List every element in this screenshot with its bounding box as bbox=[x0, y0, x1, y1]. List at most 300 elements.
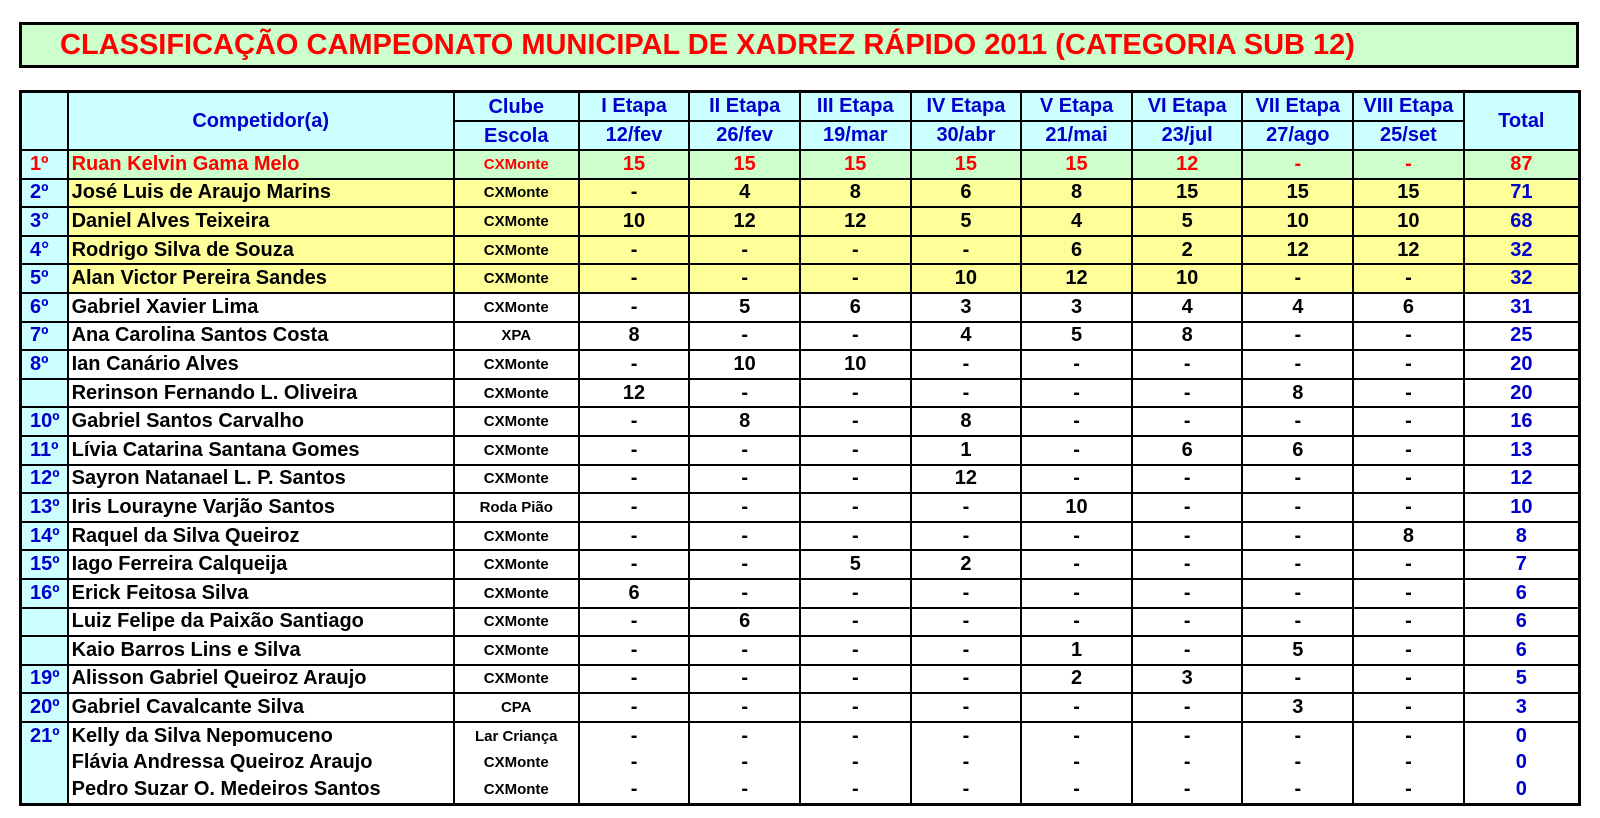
club-cell: CXMonte bbox=[454, 236, 579, 265]
ranking-table bbox=[19, 90, 1581, 806]
total-score: 6 bbox=[1464, 608, 1580, 637]
stage-score: 4 bbox=[1132, 293, 1243, 322]
stage-score: - bbox=[800, 636, 911, 665]
stage-score: - bbox=[1132, 350, 1243, 379]
stage-score: - bbox=[1353, 550, 1464, 579]
total-score: 5 bbox=[1464, 665, 1580, 694]
table-row bbox=[21, 179, 1580, 208]
stage-header: III Etapa bbox=[800, 92, 911, 122]
table-header bbox=[21, 92, 1580, 151]
position-cell bbox=[21, 379, 68, 408]
stage-score: - bbox=[1021, 550, 1132, 579]
stage-score: 10 bbox=[1242, 207, 1353, 236]
position-header bbox=[21, 92, 68, 151]
table-row bbox=[21, 749, 1580, 776]
stage-score: - bbox=[911, 776, 1022, 804]
stage-score: - bbox=[1353, 465, 1464, 494]
stage-score: 6 bbox=[689, 608, 800, 637]
stage-score: - bbox=[800, 722, 911, 750]
stage-score: - bbox=[911, 579, 1022, 608]
stage-score: 15 bbox=[579, 150, 690, 179]
club-cell: CXMonte bbox=[454, 636, 579, 665]
stage-score: - bbox=[1132, 722, 1243, 750]
stage-date: 25/set bbox=[1353, 121, 1464, 150]
club-cell: CXMonte bbox=[454, 522, 579, 551]
club-cell: CXMonte bbox=[454, 293, 579, 322]
stage-score: 8 bbox=[1242, 379, 1353, 408]
stage-score: - bbox=[1353, 722, 1464, 750]
stage-score: - bbox=[1353, 379, 1464, 408]
club-cell: CXMonte bbox=[454, 350, 579, 379]
stage-score: 1 bbox=[911, 436, 1022, 465]
stage-score: 10 bbox=[911, 264, 1022, 293]
stage-score: - bbox=[579, 776, 690, 804]
stage-score: - bbox=[1242, 465, 1353, 494]
stage-score: - bbox=[1353, 636, 1464, 665]
position-cell: 1º bbox=[21, 150, 68, 179]
stage-score: - bbox=[1021, 693, 1132, 722]
stage-score: - bbox=[579, 236, 690, 265]
total-score: 8 bbox=[1464, 522, 1580, 551]
stage-score: - bbox=[1021, 608, 1132, 637]
stage-score: - bbox=[800, 693, 911, 722]
stage-score: - bbox=[1021, 522, 1132, 551]
table-row bbox=[21, 636, 1580, 665]
stage-score: - bbox=[689, 436, 800, 465]
competitor-name: José Luis de Araujo Marins bbox=[68, 179, 454, 208]
stage-score: 12 bbox=[689, 207, 800, 236]
stage-score: 8 bbox=[800, 179, 911, 208]
stage-score: 4 bbox=[1242, 293, 1353, 322]
stage-score: - bbox=[800, 264, 911, 293]
competitor-name: Rerinson Fernando L. Oliveira bbox=[68, 379, 454, 408]
stage-score: 15 bbox=[1132, 179, 1243, 208]
stage-score: - bbox=[689, 776, 800, 804]
stage-score: 8 bbox=[1353, 522, 1464, 551]
stage-score: 10 bbox=[689, 350, 800, 379]
stage-score: - bbox=[1353, 693, 1464, 722]
stage-score: 5 bbox=[911, 207, 1022, 236]
stage-score: - bbox=[1021, 579, 1132, 608]
competitor-name: Rodrigo Silva de Souza bbox=[68, 236, 454, 265]
position-cell: 11º bbox=[21, 436, 68, 465]
competitor-name: Sayron Natanael L. P. Santos bbox=[68, 465, 454, 494]
stage-score: - bbox=[1353, 264, 1464, 293]
stage-score: - bbox=[579, 493, 690, 522]
stage-score: - bbox=[911, 608, 1022, 637]
stage-score: - bbox=[800, 493, 911, 522]
club-cell: CXMonte bbox=[454, 207, 579, 236]
total-header: Total bbox=[1464, 92, 1580, 151]
stage-score: 15 bbox=[1021, 150, 1132, 179]
stage-score: - bbox=[1353, 776, 1464, 804]
stage-score: - bbox=[689, 236, 800, 265]
stage-score: - bbox=[911, 693, 1022, 722]
position-cell: 12º bbox=[21, 465, 68, 494]
stage-score: - bbox=[800, 749, 911, 776]
stage-score: - bbox=[1132, 579, 1243, 608]
stage-score: - bbox=[579, 749, 690, 776]
competitor-name: Raquel da Silva Queiroz bbox=[68, 522, 454, 551]
stage-score: 12 bbox=[1353, 236, 1464, 265]
stage-date: 21/mai bbox=[1021, 121, 1132, 150]
stage-score: 6 bbox=[1132, 436, 1243, 465]
stage-date: 30/abr bbox=[911, 121, 1022, 150]
stage-score: - bbox=[579, 179, 690, 208]
stage-score: 15 bbox=[1353, 179, 1464, 208]
table-row bbox=[21, 693, 1580, 722]
stage-score: - bbox=[1353, 150, 1464, 179]
stage-score: 3 bbox=[1132, 665, 1243, 694]
competitor-name: Gabriel Xavier Lima bbox=[68, 293, 454, 322]
position-cell: 19º bbox=[21, 665, 68, 694]
stage-score: - bbox=[1132, 776, 1243, 804]
stage-score: 8 bbox=[579, 322, 690, 351]
total-score: 12 bbox=[1464, 465, 1580, 494]
stage-score: - bbox=[579, 722, 690, 750]
stage-score: - bbox=[1021, 407, 1132, 436]
stage-score: 3 bbox=[1021, 293, 1132, 322]
stage-score: - bbox=[1242, 407, 1353, 436]
total-score: 6 bbox=[1464, 579, 1580, 608]
stage-score: 15 bbox=[800, 150, 911, 179]
position-cell: 8º bbox=[21, 350, 68, 379]
stage-score: - bbox=[1242, 776, 1353, 804]
table-row bbox=[21, 722, 1580, 750]
total-score: 32 bbox=[1464, 264, 1580, 293]
table-row bbox=[21, 150, 1580, 179]
stage-score: - bbox=[1021, 465, 1132, 494]
total-score: 13 bbox=[1464, 436, 1580, 465]
competitor-name: Ian Canário Alves bbox=[68, 350, 454, 379]
position-cell: 4° bbox=[21, 236, 68, 265]
stage-header: VIII Etapa bbox=[1353, 92, 1464, 122]
total-score: 71 bbox=[1464, 179, 1580, 208]
total-score: 25 bbox=[1464, 322, 1580, 351]
table-row bbox=[21, 350, 1580, 379]
stage-score: - bbox=[800, 379, 911, 408]
stage-score: - bbox=[911, 236, 1022, 265]
stage-score: - bbox=[689, 579, 800, 608]
total-score: 68 bbox=[1464, 207, 1580, 236]
stage-score: - bbox=[911, 636, 1022, 665]
page-title: CLASSIFICAÇÃO CAMPEONATO MUNICIPAL DE XADREZ RÁPIDO 2011 (CATEGORIA SUB 12) bbox=[19, 22, 1579, 68]
stage-score: - bbox=[911, 522, 1022, 551]
club-cell: Roda Pião bbox=[454, 493, 579, 522]
stage-date: 23/jul bbox=[1132, 121, 1243, 150]
stage-score: 12 bbox=[1242, 236, 1353, 265]
stage-score: - bbox=[1021, 749, 1132, 776]
table-row bbox=[21, 293, 1580, 322]
club-cell: CXMonte bbox=[454, 465, 579, 494]
stage-score: 5 bbox=[1021, 322, 1132, 351]
stage-score: - bbox=[1353, 665, 1464, 694]
competitor-name: Daniel Alves Teixeira bbox=[68, 207, 454, 236]
position-cell bbox=[21, 608, 68, 637]
stage-score: - bbox=[689, 550, 800, 579]
stage-score: - bbox=[579, 264, 690, 293]
total-score: 6 bbox=[1464, 636, 1580, 665]
stage-date: 19/mar bbox=[800, 121, 911, 150]
table-body bbox=[21, 150, 1580, 804]
stage-score: 1 bbox=[1021, 636, 1132, 665]
stage-score: - bbox=[800, 465, 911, 494]
club-cell: CPA bbox=[454, 693, 579, 722]
position-cell: 7º bbox=[21, 322, 68, 351]
total-score: 87 bbox=[1464, 150, 1580, 179]
stage-score: - bbox=[579, 407, 690, 436]
stage-score: - bbox=[1353, 608, 1464, 637]
stage-score: 8 bbox=[1132, 322, 1243, 351]
position-cell: 3° bbox=[21, 207, 68, 236]
club-cell: CXMonte bbox=[454, 776, 579, 804]
table-row bbox=[21, 465, 1580, 494]
club-cell: CXMonte bbox=[454, 436, 579, 465]
total-score: 20 bbox=[1464, 379, 1580, 408]
stage-score: - bbox=[1353, 579, 1464, 608]
club-cell: CXMonte bbox=[454, 579, 579, 608]
stage-score: - bbox=[1132, 550, 1243, 579]
stage-score: 6 bbox=[800, 293, 911, 322]
stage-score: 4 bbox=[911, 322, 1022, 351]
table-row bbox=[21, 608, 1580, 637]
stage-score: 4 bbox=[689, 179, 800, 208]
stage-score: - bbox=[689, 322, 800, 351]
stage-score: - bbox=[1242, 665, 1353, 694]
stage-score: - bbox=[579, 436, 690, 465]
table-row bbox=[21, 550, 1580, 579]
stage-score: 4 bbox=[1021, 207, 1132, 236]
club-cell: CXMonte bbox=[454, 179, 579, 208]
position-cell: 13º bbox=[21, 493, 68, 522]
competitor-name: Erick Feitosa Silva bbox=[68, 579, 454, 608]
stage-score: - bbox=[689, 665, 800, 694]
position-cell: 15º bbox=[21, 550, 68, 579]
club-cell: CXMonte bbox=[454, 407, 579, 436]
stage-score: - bbox=[911, 722, 1022, 750]
total-score: 31 bbox=[1464, 293, 1580, 322]
table-row bbox=[21, 493, 1580, 522]
position-cell: 10º bbox=[21, 407, 68, 436]
stage-score: 15 bbox=[689, 150, 800, 179]
competitor-name: Iris Lourayne Varjão Santos bbox=[68, 493, 454, 522]
stage-score: - bbox=[579, 522, 690, 551]
stage-score: - bbox=[1132, 608, 1243, 637]
stage-score: - bbox=[1353, 493, 1464, 522]
competitor-name: Iago Ferreira Calqueija bbox=[68, 550, 454, 579]
stage-score: - bbox=[911, 493, 1022, 522]
stage-score: - bbox=[800, 579, 911, 608]
stage-score: - bbox=[1242, 608, 1353, 637]
table-row bbox=[21, 236, 1580, 265]
stage-score: - bbox=[689, 379, 800, 408]
total-score: 7 bbox=[1464, 550, 1580, 579]
stage-score: - bbox=[800, 522, 911, 551]
stage-score: - bbox=[1353, 407, 1464, 436]
stage-score: - bbox=[1353, 749, 1464, 776]
table-row bbox=[21, 776, 1580, 804]
total-score: 32 bbox=[1464, 236, 1580, 265]
competitor-name: Ruan Kelvin Gama Melo bbox=[68, 150, 454, 179]
competitor-name: Pedro Suzar O. Medeiros Santos bbox=[68, 776, 454, 804]
club-cell: CXMonte bbox=[454, 150, 579, 179]
competitor-name: Alan Victor Pereira Sandes bbox=[68, 264, 454, 293]
stage-score: - bbox=[1242, 749, 1353, 776]
stage-score: - bbox=[911, 379, 1022, 408]
club-cell: CXMonte bbox=[454, 264, 579, 293]
total-score: 0 bbox=[1464, 776, 1580, 804]
stage-score: - bbox=[579, 665, 690, 694]
stage-score: - bbox=[1242, 522, 1353, 551]
club-header-line1: Clube bbox=[454, 92, 579, 122]
stage-score: - bbox=[1132, 749, 1243, 776]
stage-score: - bbox=[689, 264, 800, 293]
stage-score: - bbox=[1132, 636, 1243, 665]
competitor-name: Gabriel Cavalcante Silva bbox=[68, 693, 454, 722]
stage-score: 10 bbox=[1132, 264, 1243, 293]
competitor-name: Kelly da Silva Nepomuceno bbox=[68, 722, 454, 750]
stage-header: VI Etapa bbox=[1132, 92, 1243, 122]
stage-score: 12 bbox=[1021, 264, 1132, 293]
stage-score: - bbox=[689, 636, 800, 665]
stage-score: - bbox=[800, 665, 911, 694]
stage-score: - bbox=[1242, 150, 1353, 179]
position-cell: 16º bbox=[21, 579, 68, 608]
stage-score: - bbox=[579, 693, 690, 722]
table-row bbox=[21, 322, 1580, 351]
stage-score: 12 bbox=[911, 465, 1022, 494]
competitor-name: Alisson Gabriel Queiroz Araujo bbox=[68, 665, 454, 694]
table-row bbox=[21, 522, 1580, 551]
total-score: 0 bbox=[1464, 722, 1580, 750]
position-cell: 14º bbox=[21, 522, 68, 551]
stage-score: 12 bbox=[579, 379, 690, 408]
stage-score: 5 bbox=[689, 293, 800, 322]
stage-score: - bbox=[1021, 379, 1132, 408]
stage-score: - bbox=[579, 465, 690, 494]
position-cell bbox=[21, 749, 68, 776]
club-cell: CXMonte bbox=[454, 379, 579, 408]
stage-score: - bbox=[579, 550, 690, 579]
stage-score: - bbox=[1132, 693, 1243, 722]
stage-score: - bbox=[800, 236, 911, 265]
stage-score: - bbox=[1353, 436, 1464, 465]
stage-header: II Etapa bbox=[689, 92, 800, 122]
stage-score: - bbox=[1242, 350, 1353, 379]
stage-score: - bbox=[1242, 550, 1353, 579]
club-cell: CXMonte bbox=[454, 749, 579, 776]
total-score: 3 bbox=[1464, 693, 1580, 722]
stage-date: 27/ago bbox=[1242, 121, 1353, 150]
stage-date: 12/fev bbox=[579, 121, 690, 150]
stage-score: 6 bbox=[1021, 236, 1132, 265]
stage-score: 5 bbox=[800, 550, 911, 579]
stage-score: 3 bbox=[911, 293, 1022, 322]
stage-score: 8 bbox=[911, 407, 1022, 436]
stage-score: 6 bbox=[579, 579, 690, 608]
stage-score: - bbox=[911, 350, 1022, 379]
stage-score: 15 bbox=[911, 150, 1022, 179]
competitor-name: Kaio Barros Lins e Silva bbox=[68, 636, 454, 665]
stage-score: - bbox=[1132, 379, 1243, 408]
stage-score: - bbox=[911, 749, 1022, 776]
total-score: 0 bbox=[1464, 749, 1580, 776]
club-cell: XPA bbox=[454, 322, 579, 351]
stage-score: - bbox=[579, 293, 690, 322]
stage-score: - bbox=[800, 436, 911, 465]
stage-header: IV Etapa bbox=[911, 92, 1022, 122]
table-row bbox=[21, 665, 1580, 694]
stage-score: - bbox=[1242, 264, 1353, 293]
stage-score: 12 bbox=[1132, 150, 1243, 179]
stage-score: - bbox=[1353, 350, 1464, 379]
stage-score: 2 bbox=[1021, 665, 1132, 694]
stage-score: - bbox=[689, 465, 800, 494]
position-cell: 21º bbox=[21, 722, 68, 750]
stage-score: 6 bbox=[1242, 436, 1353, 465]
stage-score: 10 bbox=[1021, 493, 1132, 522]
table-row bbox=[21, 379, 1580, 408]
stage-header: VII Etapa bbox=[1242, 92, 1353, 122]
stage-score: - bbox=[1242, 722, 1353, 750]
total-score: 10 bbox=[1464, 493, 1580, 522]
stage-score: 5 bbox=[1132, 207, 1243, 236]
stage-score: 10 bbox=[579, 207, 690, 236]
stage-date: 26/fev bbox=[689, 121, 800, 150]
stage-score: 8 bbox=[1021, 179, 1132, 208]
table-row bbox=[21, 436, 1580, 465]
stage-score: - bbox=[800, 322, 911, 351]
table-row bbox=[21, 264, 1580, 293]
stage-score: 2 bbox=[1132, 236, 1243, 265]
stage-score: - bbox=[689, 693, 800, 722]
stage-score: - bbox=[689, 522, 800, 551]
stage-score: 8 bbox=[689, 407, 800, 436]
position-cell: 5º bbox=[21, 264, 68, 293]
position-cell: 20º bbox=[21, 693, 68, 722]
position-cell bbox=[21, 636, 68, 665]
stage-score: 6 bbox=[1353, 293, 1464, 322]
stage-score: 12 bbox=[800, 207, 911, 236]
stage-score: - bbox=[689, 493, 800, 522]
stage-score: - bbox=[1242, 322, 1353, 351]
stage-score: - bbox=[1132, 407, 1243, 436]
position-cell bbox=[21, 776, 68, 804]
stage-score: - bbox=[689, 749, 800, 776]
club-cell: Lar Criança bbox=[454, 722, 579, 750]
competitor-header: Competidor(a) bbox=[68, 92, 454, 151]
stage-score: - bbox=[1242, 579, 1353, 608]
club-cell: CXMonte bbox=[454, 550, 579, 579]
total-score: 20 bbox=[1464, 350, 1580, 379]
stage-score: - bbox=[579, 608, 690, 637]
stage-header: V Etapa bbox=[1021, 92, 1132, 122]
stage-score: - bbox=[1021, 776, 1132, 804]
stage-score: 6 bbox=[911, 179, 1022, 208]
table-row bbox=[21, 407, 1580, 436]
stage-score: 5 bbox=[1242, 636, 1353, 665]
stage-score: - bbox=[1021, 436, 1132, 465]
stage-score: - bbox=[911, 665, 1022, 694]
stage-score: - bbox=[1021, 722, 1132, 750]
stage-header: I Etapa bbox=[579, 92, 690, 122]
position-cell: 6º bbox=[21, 293, 68, 322]
competitor-name: Gabriel Santos Carvalho bbox=[68, 407, 454, 436]
table-row bbox=[21, 579, 1580, 608]
position-cell: 2º bbox=[21, 179, 68, 208]
stage-score: - bbox=[1242, 493, 1353, 522]
stage-score: - bbox=[579, 636, 690, 665]
